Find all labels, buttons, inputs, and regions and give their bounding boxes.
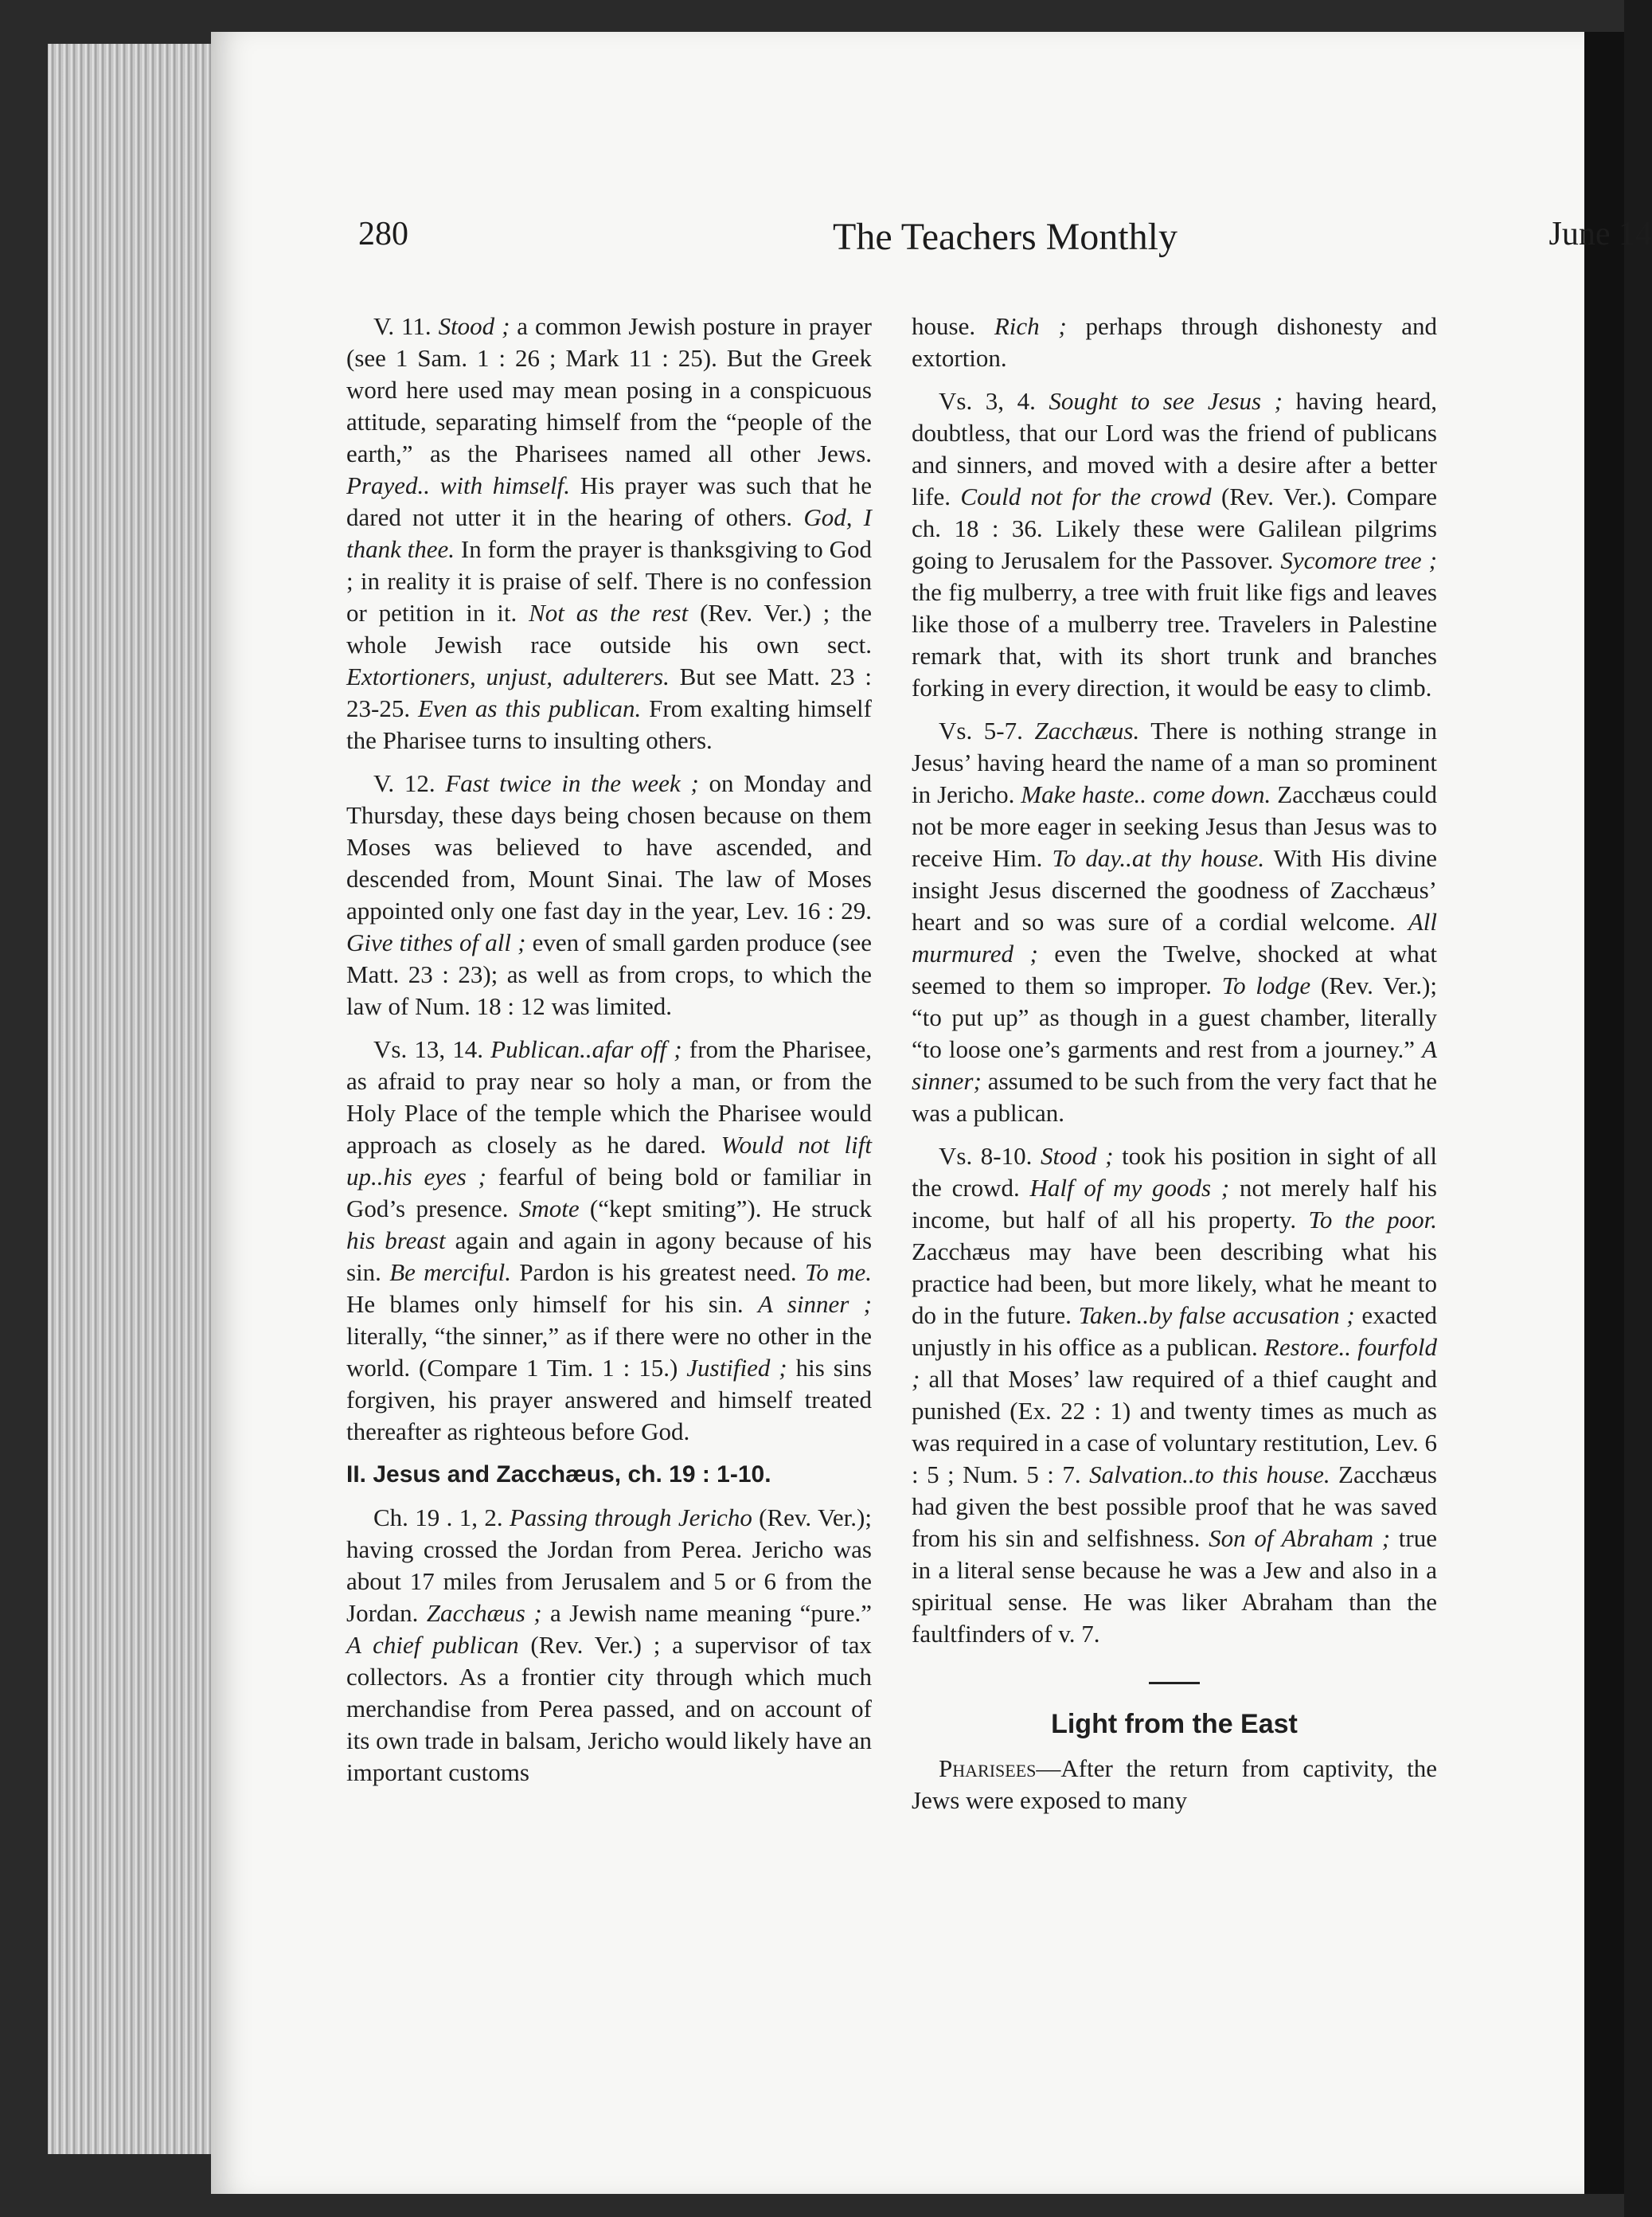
text-run: Vs. 5-7. <box>939 717 1035 745</box>
italic-term: Stood ; <box>438 312 510 340</box>
facing-page-edge <box>1584 32 1624 2194</box>
italic-term: Sycomore tree ; <box>1280 546 1438 574</box>
italic-term: Passing through Jericho <box>509 1503 752 1531</box>
italic-term: A sinner ; <box>758 1290 872 1318</box>
section-heading: Light from the East <box>1051 1709 1298 1739</box>
paragraph <box>912 715 1437 1129</box>
text-run: perhaps through dishonesty and extortion. <box>912 312 1438 372</box>
text-run: (Rev. Ver.). Compare ch. 18 : 36. Likely these were Galilean pilgrims going to Jerusalem for the Passover. <box>912 483 1437 574</box>
right-column <box>912 311 1437 1828</box>
page <box>211 32 1652 2194</box>
italic-term: To the poor. <box>1308 1206 1437 1234</box>
page-number: 280 <box>358 216 408 252</box>
italic-term: Zacchæus. <box>1034 717 1140 745</box>
text-run: (“kept smiting”). He struck <box>579 1195 872 1222</box>
text-run: his sins forgiven, his prayer answered and himself treated thereafter as righteous before God. <box>346 1354 873 1445</box>
text-run: Zacchæus may have been describing what his practice had been, but more likely, what he meant to do in the future. <box>912 1238 1437 1329</box>
italic-term: Stood ; <box>1040 1142 1114 1170</box>
text-run: Vs. 8-10. <box>939 1142 1041 1170</box>
text-run: His prayer was such that he dared not utter it in the hearing of others. <box>346 471 872 531</box>
italic-term: Could not for the crowd <box>960 483 1212 510</box>
italic-term: Prayed.. with himself. <box>346 471 571 499</box>
page-edges <box>48 44 223 2154</box>
italic-term: A sinner; <box>912 1035 1437 1095</box>
text-run: Vs. 3, 4. <box>939 387 1049 415</box>
section-divider <box>1149 1682 1200 1684</box>
text-run: even the Twelve, shocked at what seemed to them so improper. <box>912 940 1437 999</box>
text-run: He blames only himself for his sin. <box>346 1290 759 1318</box>
text-run: Pardon is his greatest need. <box>511 1258 805 1286</box>
left-column <box>346 311 872 1800</box>
italic-term: Rich ; <box>994 312 1067 340</box>
text-run: Zacchæus could not be more eager in seeking Jesus than Jesus was to receive Him. <box>912 780 1437 872</box>
paragraph <box>346 311 872 757</box>
text-run: literally, “the sinner,” as if there were no other in the world. (Compare 1 Tim. 1 : 15.) <box>346 1322 872 1382</box>
italic-term: Salvation..to this house. <box>1089 1460 1330 1488</box>
italic-term: Give tithes of all ; <box>346 929 526 956</box>
text-run: house. <box>912 312 994 340</box>
text-run: From exalting himself the Pharisee turns to insulting others. <box>346 694 872 754</box>
paragraph <box>912 385 1437 704</box>
publication-title: The Teachers Monthly <box>833 216 1177 258</box>
text-run: (Rev. Ver.) ; a supervisor of tax collectors. As a frontier city through which much merchandise from Perea passed, and on account of its own trade in balsam, Jericho would likely have an important customs <box>346 1631 873 1786</box>
text-run: took his position in sight of all the crowd. <box>912 1142 1437 1202</box>
italic-term: Make haste.. come down. <box>1021 780 1271 808</box>
text-run: (Rev. Ver.); “to put up” as though in a guest chamber, literally “to loose one’s garments and rest from a journey.” <box>912 972 1437 1063</box>
text-run: even of small garden produce (see Matt. 23 : 23); as well as from crops, to which the law of Num. 18 : 12 was limited. <box>346 929 872 1020</box>
text-run: true in a literal sense because he was a Jew and also in a spiritual sense. He was liker Abraham than the faultfinders of v. 7. <box>912 1524 1438 1648</box>
lead-word: Pharisees <box>939 1754 1037 1782</box>
paragraph <box>912 1753 1437 1816</box>
paragraph-text: —After the return from captivity, the Jews were exposed to many <box>912 1754 1437 1814</box>
issue-date: June 14 <box>1549 216 1652 252</box>
text-run: a Jewish name meaning “pure.” <box>541 1599 873 1627</box>
italic-term: Taken..by false accusation ; <box>1078 1301 1355 1329</box>
paragraph <box>346 1502 872 1789</box>
italic-term: God, I thank thee. <box>346 503 872 563</box>
text-run: Zacchæus had given the best possible proof that he was saved from his sin and selfishness. <box>912 1460 1437 1552</box>
section-heading: II. Jesus and Zacchæus, ch. 19 : 1-10. <box>346 1461 771 1488</box>
italic-term: Extortioners, unjust, adulterers. <box>346 663 670 690</box>
text-run: Ch. 19 . 1, 2. <box>373 1503 510 1531</box>
text-run: not merely half his income, but half of all his property. <box>912 1174 1437 1234</box>
text-run: again and again in agony because of his sin. <box>346 1226 873 1286</box>
paragraph <box>912 311 1437 374</box>
text-run: all that Moses’ law required of a thief caught and punished (Ex. 22 : 1) and twenty times as much as was required in a case of voluntary restitution, Lev. 6 : 5 ; Num. 5 : 7. <box>912 1365 1437 1488</box>
italic-term: Sought to see Jesus ; <box>1049 387 1283 415</box>
text-run: exacted unjustly in his office as a publican. <box>912 1301 1437 1361</box>
text-run: a common Jewish posture in prayer (see 1 Sam. 1 : 26 ; Mark 11 : 25). But the Greek word here used may mean posing in a conspicuous attitude, separating himself from the “people of the earth,” as the Pharisees named all other Jews. <box>346 312 873 467</box>
italic-term: Zacchæus ; <box>426 1599 542 1627</box>
text-run: from the Pharisee, as afraid to pray near so holy a man, or from the Holy Place of the temple which the Pharisee would approach as closely as he dared. <box>346 1035 873 1159</box>
text-run: fearful of being bold or familiar in God’s presence. <box>346 1163 873 1222</box>
italic-term: Not as the rest <box>529 599 689 627</box>
text-run: (Rev. Ver.) ; the whole Jewish race outside his own sect. <box>346 599 873 659</box>
text-run: In form the prayer is thanksgiving to God ; in reality it is praise of self. There is no confession or petition in it. <box>346 535 872 627</box>
paragraph <box>912 1140 1437 1650</box>
italic-term: Even as this publican. <box>417 694 642 722</box>
italic-term: Smote <box>518 1195 580 1222</box>
italic-term: Be merciful. <box>389 1258 512 1286</box>
italic-term: All murmured ; <box>912 908 1437 968</box>
italic-term: Half of my goods ; <box>1029 1174 1230 1202</box>
text-run: There is nothing strange in Jesus’ having heard the name of a man so prominent in Jericho. <box>912 717 1437 808</box>
italic-term: A chief publican <box>346 1631 519 1659</box>
italic-term: Justified ; <box>686 1354 787 1382</box>
text-run: Vs. 13, 14. <box>373 1035 491 1063</box>
text-run: assumed to be such from the very fact that he was a publican. <box>912 1067 1437 1127</box>
italic-term: Restore.. fourfold ; <box>912 1333 1437 1393</box>
italic-term: his breast <box>346 1226 446 1254</box>
italic-term: Would not lift up..his eyes ; <box>346 1131 872 1191</box>
italic-term: To lodge <box>1221 972 1311 999</box>
text-run: the fig mulberry, a tree with fruit like figs and leaves like those of a mulberry tree. Travelers in Palestine remark that, with its short trunk and branches forking in every direction, it would be easy to climb. <box>912 578 1437 702</box>
text-run: V. 11. <box>373 312 439 340</box>
italic-term: To me. <box>804 1258 873 1286</box>
italic-term: Publican..afar off ; <box>490 1035 682 1063</box>
text-run: V. 12. <box>373 769 446 797</box>
text-run: With His divine insight Jesus discerned the goodness of Zacchæus’ heart and so was sure of a cordial welcome. <box>912 844 1437 936</box>
paragraph <box>346 1034 872 1448</box>
italic-term: Son of Abraham ; <box>1209 1524 1391 1552</box>
paragraph <box>346 768 872 1022</box>
italic-term: To day..at thy house. <box>1052 844 1265 872</box>
text-run: on Monday and Thursday, these days being chosen because on them Moses was believed to have ascended, and descended from, Mount Sinai. The law of Moses appointed only one fast day in the year, Lev. 16 : 29. <box>346 769 872 925</box>
text-run: But see Matt. 23 : 23-25. <box>346 663 872 722</box>
running-header <box>358 215 1652 287</box>
text-run: (Rev. Ver.); having crossed the Jordan from Perea. Jericho was about 17 miles from Jerusalem and 5 or 6 from the Jordan. <box>346 1503 872 1627</box>
text-run: having heard, doubtless, that our Lord was the friend of publicans and sinners, and moved with a desire after a better life. <box>912 387 1438 510</box>
italic-term: Fast twice in the week ; <box>445 769 699 797</box>
